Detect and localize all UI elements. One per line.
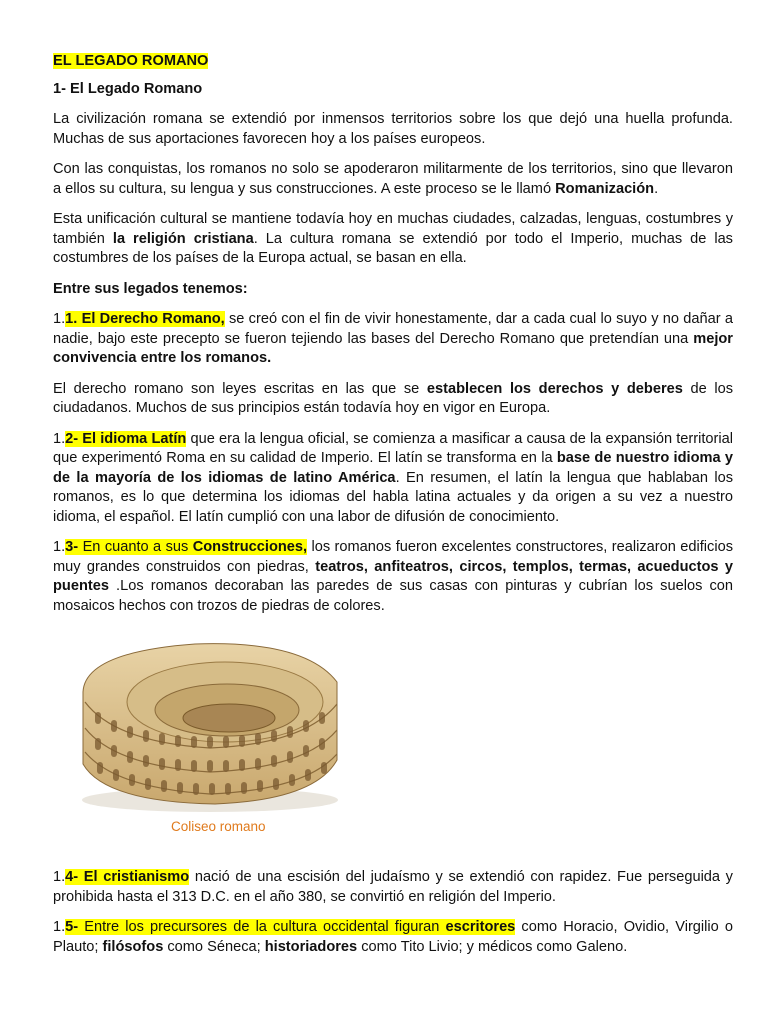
item-cristianismo: 1.4- El cristianismo nació de una escisión del judaísmo y se extendió con rapidez. Fue perseguida y prohibida hasta el 313 D.C. en el año 380, se convirtió en religión del Imperio. [53,869,733,905]
item-idioma-latin: 1.2- El idioma Latín que era la lengua oficial, se comienza a masificar a causa de la expansión territorial que experimentó Roma en su calidad de Imperio. El latín se transforma en la base de nuestro idioma y de la mayoría de los idiomas de latino América. En resumen, el latín la lengua que hablaban los romanos, es lo que determina los idiomas del habla latina actuales y da origen a su vez a nuestro idioma, el español. El latín cumplió con una labor de difusión de conocimiento. [53,430,733,525]
colosseum-figure [75,632,375,852]
colosseum-illustration [75,632,345,817]
paragraph-intro: La civilización romana se extendió por inmensos territorios sobre los que dejó una huella profunda. Muchas de sus aportaciones favorecen hoy a los países europeos. [53,111,733,147]
paragraph-unificacion: Esta unificación cultural se mantiene todavía hoy en muchas ciudades, calzadas, lenguas, costumbres y también la religión cristiana. La cultura romana se extendió por todo el Imperio, muchas de las costumbres de los países de la Europa actual, se basan en ella. [53,211,733,266]
section-heading: 1- El Legado Romano [53,80,203,97]
item-precursores: 1.5- Entre los precursores de la cultura occidental figuran escritores como Horacio, Ovidio, Virgilio o Plauto; filósofos como Séneca; historiadores como Tito Livio; y médicos como Galeno. [53,919,733,955]
item-derecho-romano: 1.1. El Derecho Romano, se creó con el fin de vivir honestamente, dar a cada cual lo suyo y no dañar a nadie, bajo este precepto se fueron tejiendo las bases del Derecho Romano que pretendían una mejor convivencia entre los romanos. [53,311,733,366]
item-construcciones: 1.3- En cuanto a sus Construcciones, los romanos fueron excelentes constructores, realizaron edificios muy grandes construidos con piedras, teatros, anfiteatros, circos, templos, termas, acueductos y puentes .Los romanos decoraban las paredes de sus casas con pinturas y cubrían los suelos con mosaicos hechos con trozos de piedras de colores. [53,539,733,614]
document-page [53,52,733,968]
paragraph-derecho-leyes: El derecho romano son leyes escritas en las que se establecen los derechos y deberes de los ciudadanos. Muchos de sus principios están todavía hoy en vigor en Europa. [53,380,733,416]
paragraph-romanizacion: Con las conquistas, los romanos no solo se apoderaron militarmente de los territorios, sino que llevaron a ellos su cultura, su lengua y sus construcciones. A este proceso se le llamó Romanización. [53,161,733,197]
legados-heading: Entre sus legados tenemos: [53,280,248,297]
document-title: EL LEGADO ROMANO [53,53,209,69]
figure-caption: Coliseo romano [171,819,266,834]
